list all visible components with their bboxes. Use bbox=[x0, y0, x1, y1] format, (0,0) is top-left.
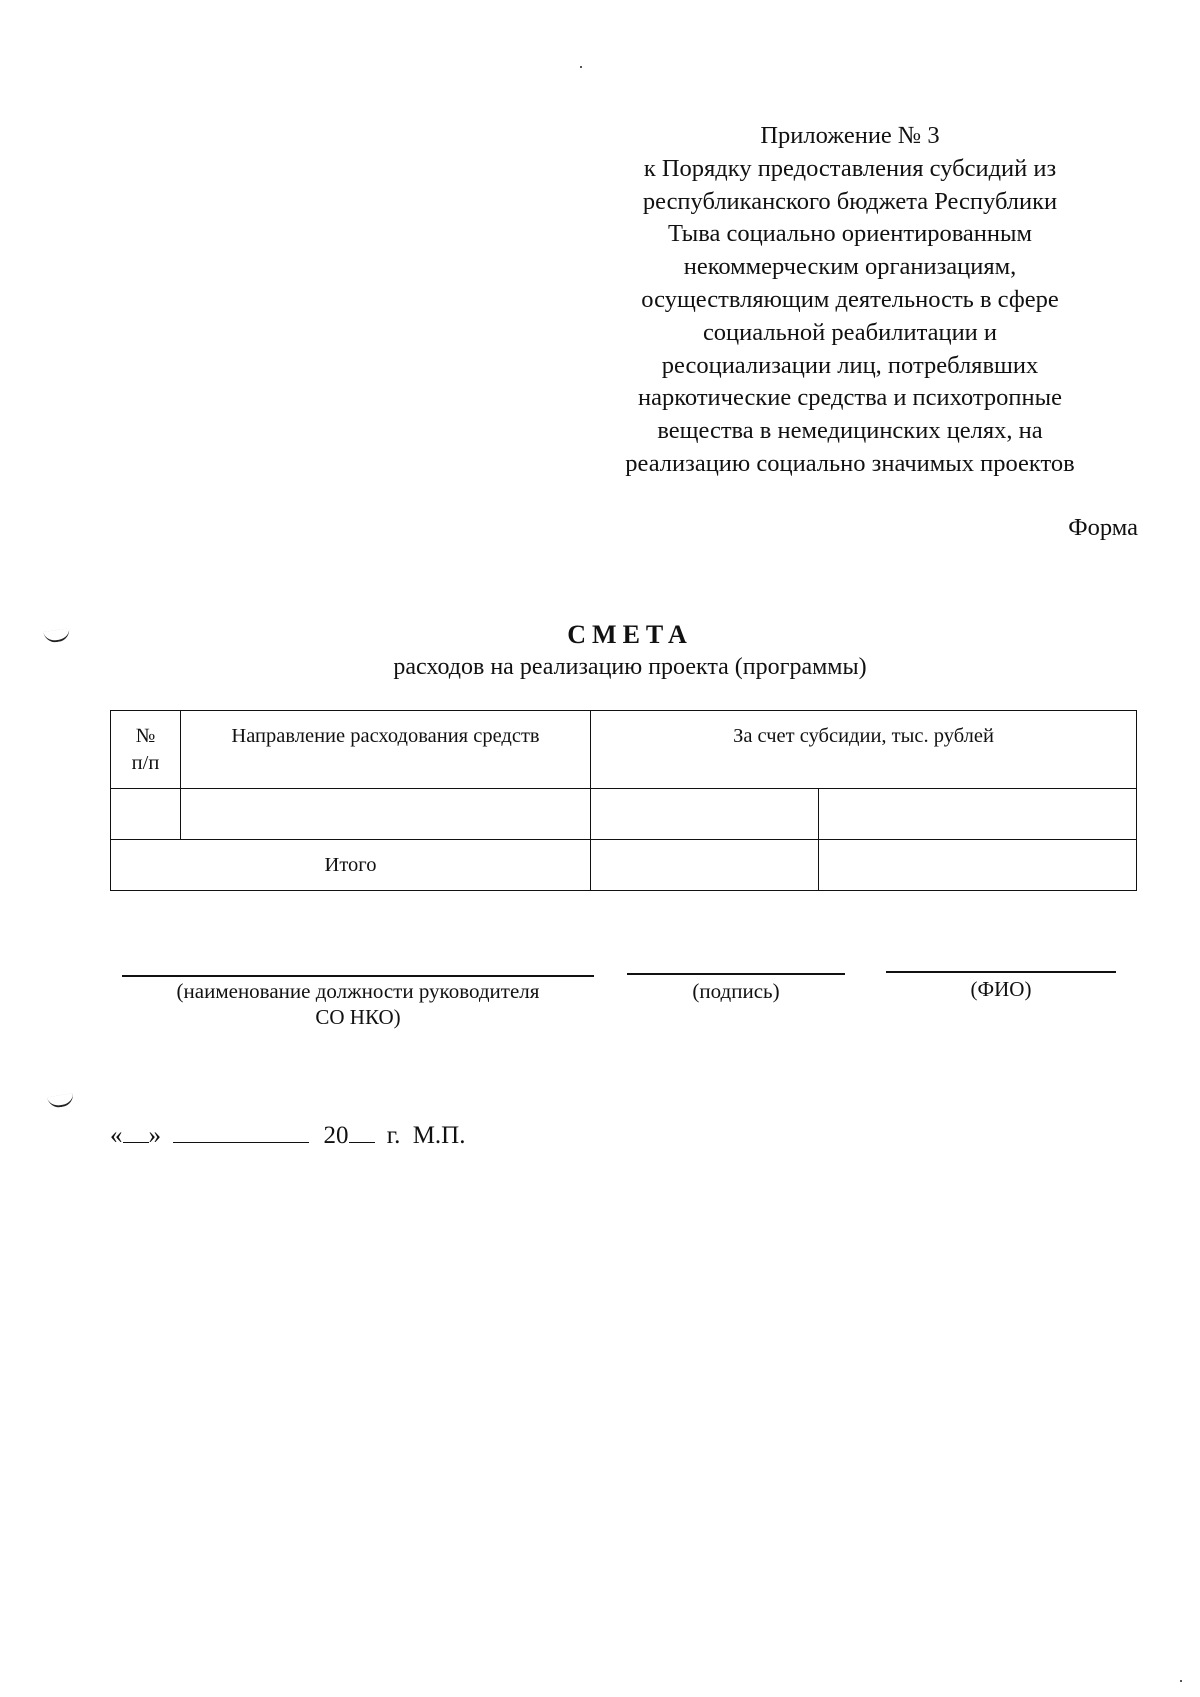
header-number-label: № п/п bbox=[131, 725, 160, 774]
appendix-line: социальной реабилитации и bbox=[702, 318, 998, 346]
year-blank[interactable] bbox=[349, 1122, 375, 1143]
position-caption: (наименование должности руководителя СО НКО) bbox=[176, 979, 540, 1029]
appendix-line: ресоциализации лиц, потреблявших bbox=[661, 351, 1039, 379]
appendix-line: Приложение № 3 bbox=[760, 122, 940, 149]
header-number bbox=[111, 711, 181, 789]
appendix-line: к Порядку предоставления субсидий из bbox=[643, 154, 1057, 182]
budget-table bbox=[110, 710, 1137, 891]
month-blank[interactable] bbox=[173, 1122, 309, 1143]
date-close-quote: » bbox=[148, 1122, 161, 1149]
day-blank[interactable] bbox=[123, 1122, 149, 1143]
document-subtitle: расходов на реализацию проекта (программы) bbox=[393, 654, 867, 680]
year-suffix: г. bbox=[386, 1122, 401, 1149]
scan-mark bbox=[47, 1093, 75, 1109]
appendix-line: осуществляющим деятельность в сфере bbox=[641, 285, 1059, 313]
date-open-quote: « bbox=[110, 1122, 123, 1149]
appendix-header bbox=[600, 120, 1100, 481]
table-header-row bbox=[111, 711, 1137, 789]
row-value-2-cell[interactable] bbox=[819, 789, 1137, 840]
header-direction bbox=[181, 711, 591, 789]
table-total-row bbox=[111, 840, 1137, 891]
row-value-1-cell[interactable] bbox=[591, 789, 819, 840]
document-title: СМЕТА bbox=[567, 620, 693, 649]
form-label: Форма bbox=[1068, 514, 1138, 541]
signature-caption: (подпись) bbox=[692, 979, 780, 1003]
signature-line[interactable] bbox=[627, 973, 845, 975]
appendix-line: республиканского бюджета Республики bbox=[642, 187, 1058, 215]
date-line bbox=[110, 1122, 465, 1150]
scan-speck bbox=[580, 66, 582, 68]
total-value-2-cell[interactable] bbox=[819, 840, 1137, 891]
appendix-line: Тыва социально ориентированным bbox=[668, 220, 1032, 248]
table-row bbox=[111, 789, 1137, 840]
header-direction-label: Направление расходования средств bbox=[231, 725, 540, 747]
scan-speck bbox=[1180, 1680, 1182, 1682]
header-subsidy-label: За счет субсидии, тыс. рублей bbox=[733, 725, 994, 747]
total-label: Итого bbox=[111, 840, 591, 891]
appendix-line: вещества в немедицинских целях, на bbox=[657, 417, 1043, 445]
stamp-label: М.П. bbox=[412, 1122, 466, 1149]
position-signature-line[interactable] bbox=[122, 975, 594, 977]
appendix-line: некоммерческим организациям, bbox=[683, 253, 1017, 281]
row-direction-cell[interactable] bbox=[181, 789, 591, 840]
appendix-line: реализацию социально значимых проектов bbox=[625, 449, 1075, 477]
appendix-line: наркотические средства и психотропные bbox=[638, 384, 1062, 412]
total-value-1-cell[interactable] bbox=[591, 840, 819, 891]
name-caption: (ФИО) bbox=[970, 977, 1032, 1001]
name-signature-line[interactable] bbox=[886, 971, 1116, 973]
header-subsidy bbox=[591, 711, 1137, 789]
row-number-cell[interactable] bbox=[111, 789, 181, 840]
year-prefix: 20 bbox=[323, 1122, 349, 1149]
